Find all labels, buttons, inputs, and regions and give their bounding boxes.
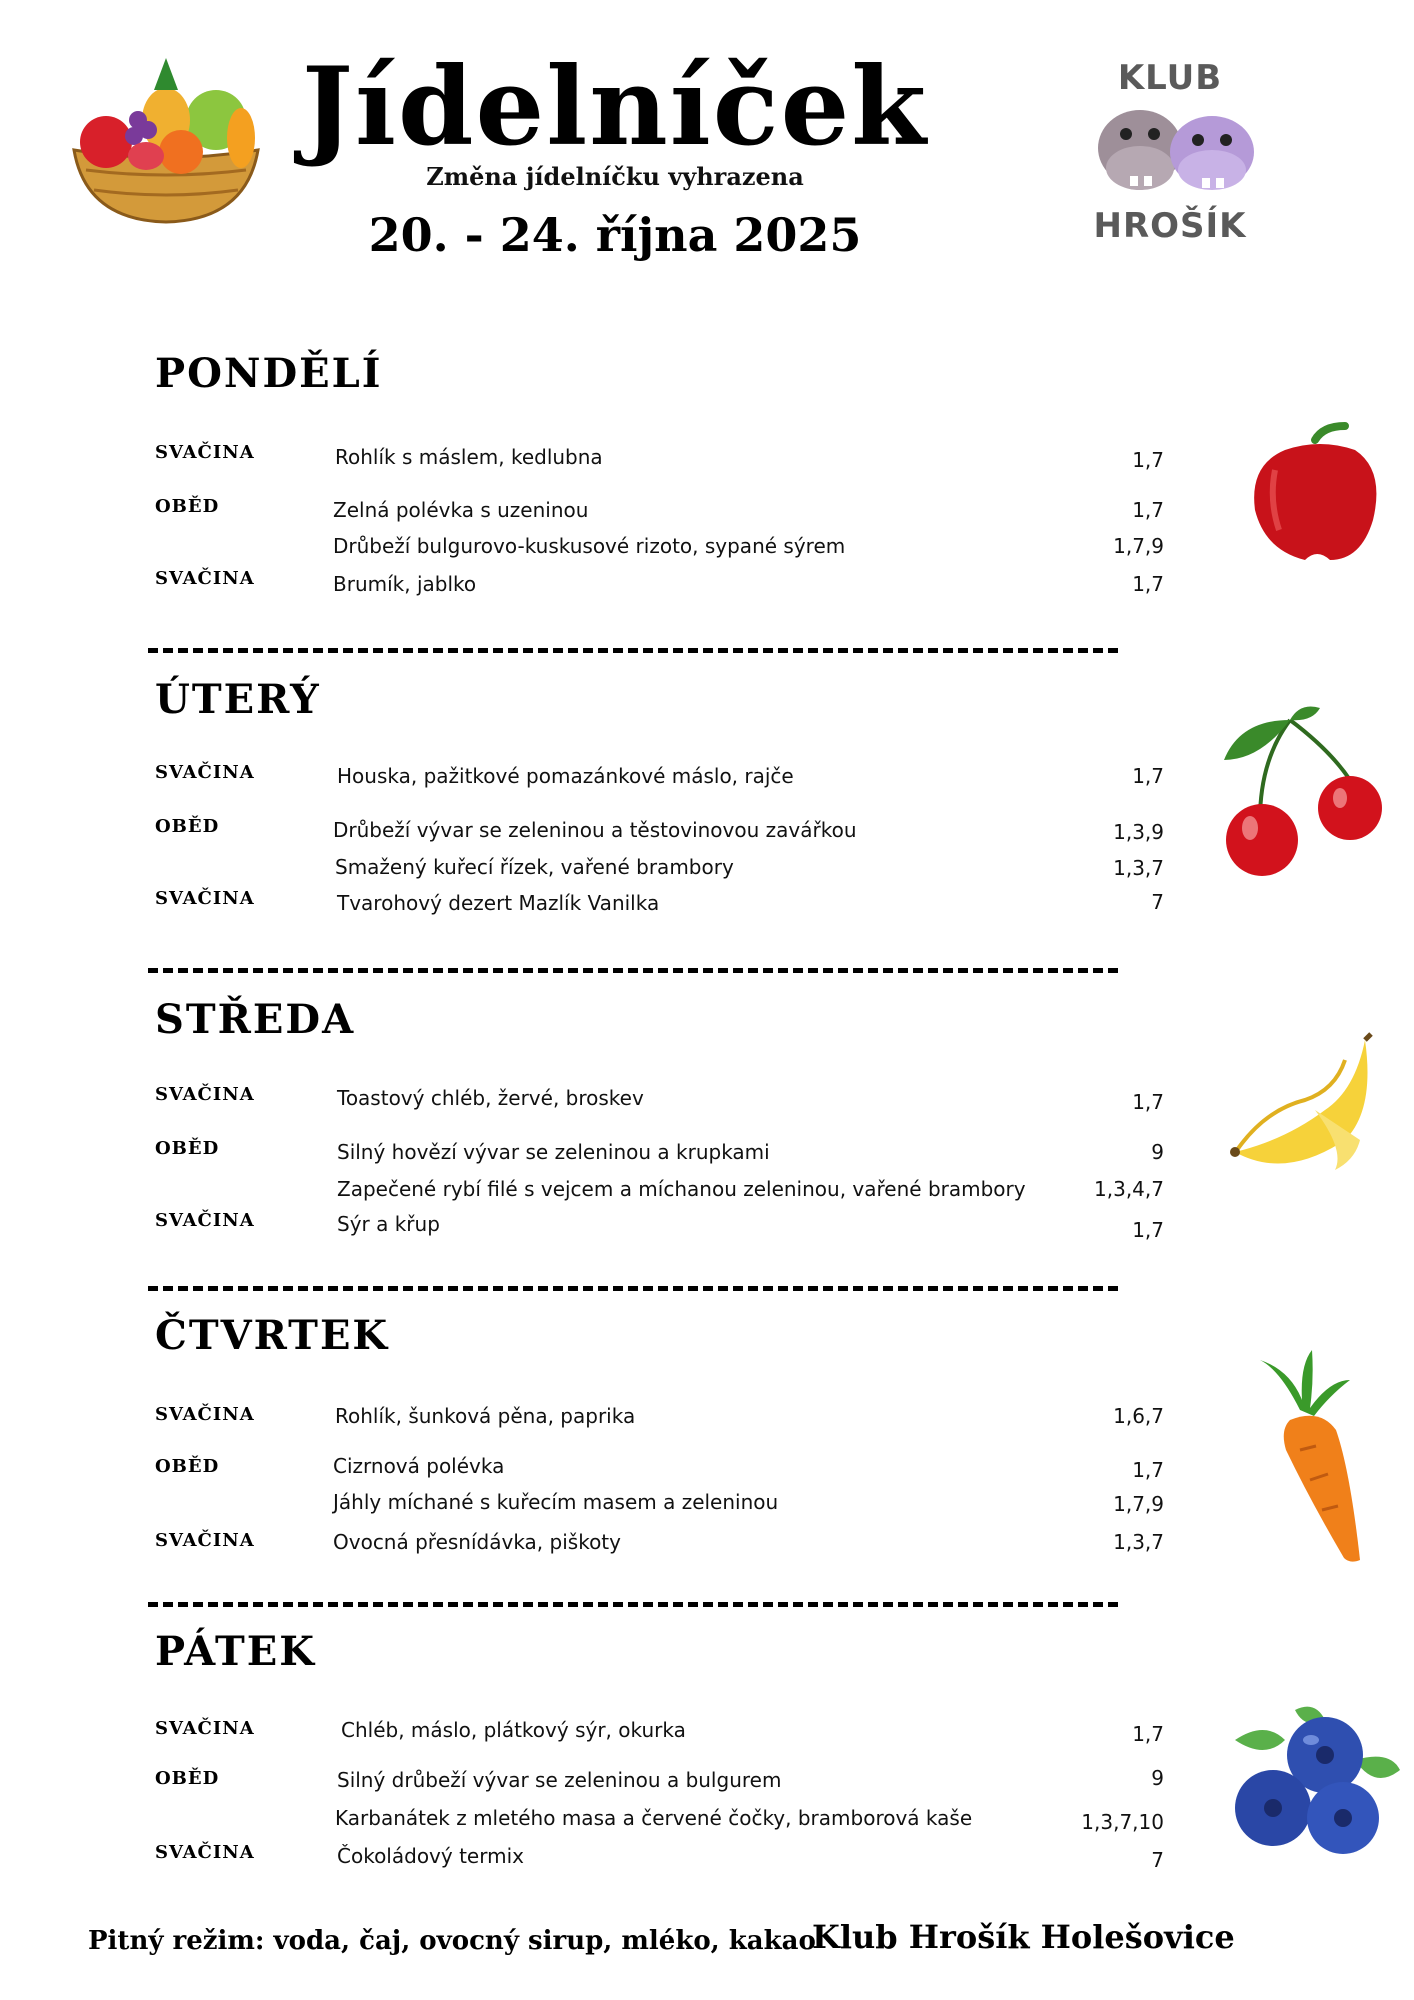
meal-label: SVAČINA xyxy=(155,888,255,909)
meal-label: SVAČINA xyxy=(155,1718,255,1739)
dish-text: Karbanátek z mletého masa a červené čočky, bramborová kaše xyxy=(335,1806,973,1830)
meal-label: SVAČINA xyxy=(155,1530,255,1551)
cherry-icon xyxy=(1220,700,1390,880)
dish-text: Čokoládový termix xyxy=(337,1844,524,1868)
day-title-wednesday: STŘEDA xyxy=(155,996,356,1043)
dashed-divider xyxy=(148,648,1118,653)
carrot-icon xyxy=(1240,1350,1380,1570)
day-title-tuesday: ÚTERÝ xyxy=(155,676,321,723)
meal-label: SVAČINA xyxy=(155,1084,255,1105)
dish-text: Cizrnová polévka xyxy=(333,1454,505,1478)
meal-label: OBĚD xyxy=(155,816,220,837)
allergen-codes: 1,7,9 xyxy=(1113,1492,1164,1516)
page-title: Jídelníček xyxy=(301,44,929,170)
meal-label: SVAČINA xyxy=(155,442,255,463)
drinking-regime-note: Pitný režim: voda, čaj, ovocný sirup, mléko, kakao xyxy=(88,1926,816,1956)
dish-text: Houska, pažitkové pomazánkové máslo, rajče xyxy=(337,764,794,788)
banana-icon xyxy=(1225,1030,1385,1180)
allergen-codes: 1,3,4,7 xyxy=(1094,1177,1164,1201)
meal-label: SVAČINA xyxy=(155,1210,255,1231)
dashed-divider xyxy=(148,1602,1118,1607)
dish-text: Silný hovězí vývar se zeleninou a krupkami xyxy=(337,1140,770,1164)
dish-text: Silný drůbeží vývar se zeleninou a bulgurem xyxy=(337,1768,782,1792)
page-subtitle: Změna jídelníčku vyhrazena xyxy=(426,162,804,191)
allergen-codes: 1,7 xyxy=(1132,1090,1164,1114)
meal-label: SVAČINA xyxy=(155,1404,255,1425)
day-title-monday: PONDĚLÍ xyxy=(155,350,383,397)
dish-text: Jáhly míchané s kuřecím masem a zeleninou xyxy=(333,1490,779,1514)
allergen-codes: 9 xyxy=(1151,1140,1164,1164)
dish-text: Ovocná přesnídávka, piškoty xyxy=(333,1530,621,1554)
allergen-codes: 9 xyxy=(1151,1766,1164,1790)
logo-text-top: KLUB xyxy=(1117,58,1223,98)
allergen-codes: 1,7 xyxy=(1132,448,1164,472)
dashed-divider xyxy=(148,968,1118,973)
dish-text: Zapečené rybí filé s vejcem a míchanou zeleninou, vařené brambory xyxy=(337,1177,1026,1201)
dashed-divider xyxy=(148,1286,1118,1291)
meal-label: SVAČINA xyxy=(155,762,255,783)
dish-text: Drůbeží bulgurovo-kuskusové rizoto, sypané sýrem xyxy=(333,534,846,558)
meal-label: OBĚD xyxy=(155,1138,220,1159)
allergen-codes: 7 xyxy=(1151,890,1164,914)
allergen-codes: 1,3,7 xyxy=(1113,856,1164,880)
allergen-codes: 1,3,9 xyxy=(1113,820,1164,844)
meal-label: SVAČINA xyxy=(155,568,255,589)
hippo-logo-icon xyxy=(1090,98,1260,198)
day-title-thursday: ČTVRTEK xyxy=(155,1312,390,1359)
logo-text-bottom: HROŠÍK xyxy=(1093,206,1247,246)
pepper-icon xyxy=(1245,420,1395,570)
allergen-codes: 1,7 xyxy=(1132,498,1164,522)
allergen-codes: 1,7 xyxy=(1132,1722,1164,1746)
dish-text: Tvarohový dezert Mazlík Vanilka xyxy=(337,891,660,915)
club-name: Klub Hrošík Holešovice xyxy=(812,1918,1235,1956)
dish-text: Toastový chléb, žervé, broskev xyxy=(337,1086,644,1110)
allergen-codes: 7 xyxy=(1151,1848,1164,1872)
allergen-codes: 1,6,7 xyxy=(1113,1404,1164,1428)
meal-label: OBĚD xyxy=(155,496,220,517)
dish-text: Sýr a křup xyxy=(337,1212,440,1236)
meal-label: OBĚD xyxy=(155,1456,220,1477)
dish-text: Chléb, máslo, plátkový sýr, okurka xyxy=(341,1718,686,1742)
dish-text: Zelná polévka s uzeninou xyxy=(333,498,589,522)
allergen-codes: 1,3,7 xyxy=(1113,1530,1164,1554)
allergen-codes: 1,3,7,10 xyxy=(1081,1810,1164,1834)
dish-text: Rohlík s máslem, kedlubna xyxy=(335,445,603,469)
allergen-codes: 1,7 xyxy=(1132,1458,1164,1482)
meal-label: SVAČINA xyxy=(155,1842,255,1863)
allergen-codes: 1,7 xyxy=(1132,572,1164,596)
dish-text: Brumík, jablko xyxy=(333,572,477,596)
date-range: 20. - 24. října 2025 xyxy=(368,208,862,262)
day-title-friday: PÁTEK xyxy=(155,1628,317,1675)
meal-label: OBĚD xyxy=(155,1768,220,1789)
allergen-codes: 1,7 xyxy=(1132,1218,1164,1242)
dish-text: Rohlík, šunková pěna, paprika xyxy=(335,1404,636,1428)
dish-text: Smažený kuřecí řízek, vařené brambory xyxy=(335,855,734,879)
blueberry-icon xyxy=(1225,1700,1405,1860)
dish-text: Drůbeží vývar se zeleninou a těstovinovou zavářkou xyxy=(333,818,857,842)
allergen-codes: 1,7 xyxy=(1132,764,1164,788)
allergen-codes: 1,7,9 xyxy=(1113,534,1164,558)
